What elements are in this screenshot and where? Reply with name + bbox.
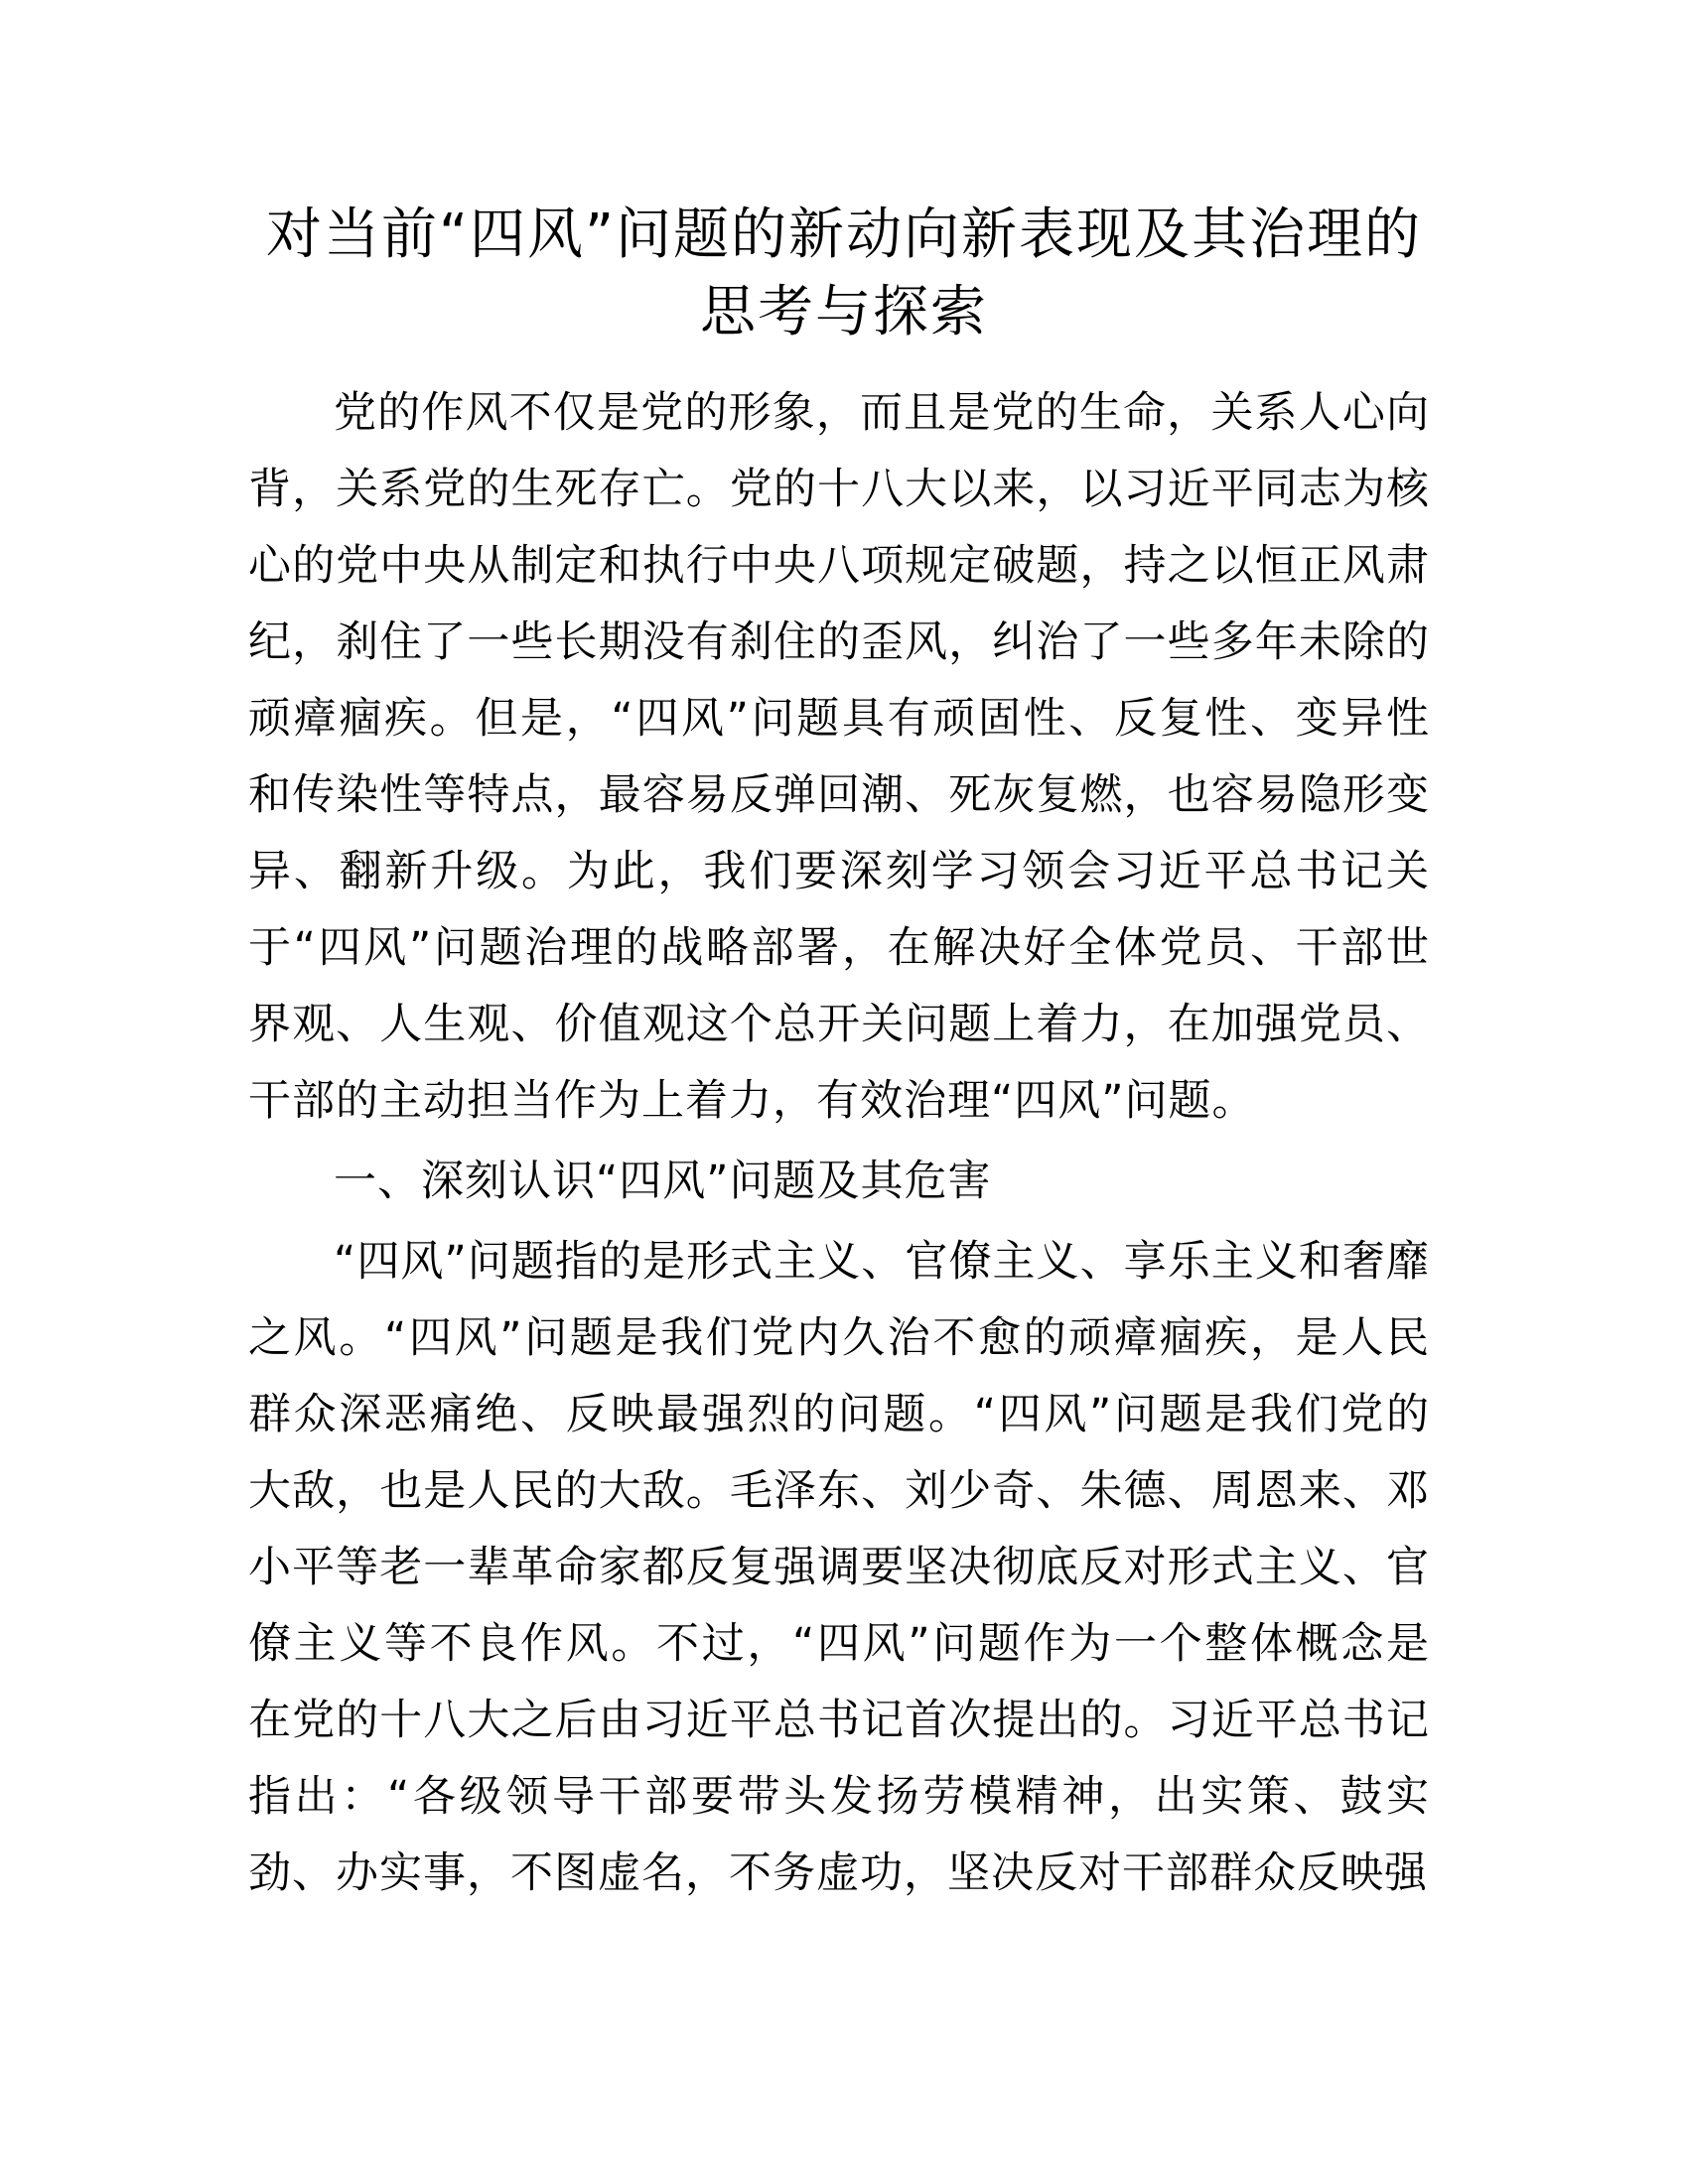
section-1-paragraph: “四风”问题指的是形式主义、官僚主义、享乐主义和奢靡之风。“四风”问题是我们党内久治不愈的顽瘴痼疾，是人民群众深恶痛绝、反映最强烈的问题。“四风”问题是我们党的大敌，也是人民的大敌。毛泽东、刘少奇、朱德、周恩来、邓小平等老一辈革命家都反复强调要坚决彻底反对形式主义、官僚主义等不良作风。不过，“四风”问题作为一个整体概念是在党的十八大之后由习近平总书记首次提出的。习近平总书记指出：“各级领导干部要带头发扬劳模精神，出实策、鼓实劲、办实事，不图虚名，不务虚功，坚决反对干部群众反映强 bbox=[248, 1237, 1430, 1898]
document-title: 对当前“四风”问题的新动向新表现及其治理的思考与探索 bbox=[265, 203, 1423, 344]
section-heading-1: 一、深刻认识“四风”问题及其危害 bbox=[334, 1157, 992, 1206]
intro-paragraph: 党的作风不仅是党的形象，而且是党的生命，关系人心向背，关系党的生死存亡。党的十八大以来，以习近平同志为核心的党中央从制定和执行中央八项规定破题，持之以恒正风肃纪，刹住了一些长期没有刹住的歪风，纠治了一些多年未除的顽瘴痼疾。但是，“四风”问题具有顽固性、反复性、变异性和传染性等特点，最容易反弹回潮、死灰复燃，也容易隐形变异、翻新升级。为此，我们要深刻学习领会习近平总书记关于“四风”问题治理的战略部署，在解决好全体党员、干部世界观、人生观、价值观这个总开关问题上着力，在加强党员、干部的主动担当作为上着力，有效治理“四风”问题。 bbox=[248, 388, 1430, 1126]
document-body bbox=[248, 375, 1430, 1916]
